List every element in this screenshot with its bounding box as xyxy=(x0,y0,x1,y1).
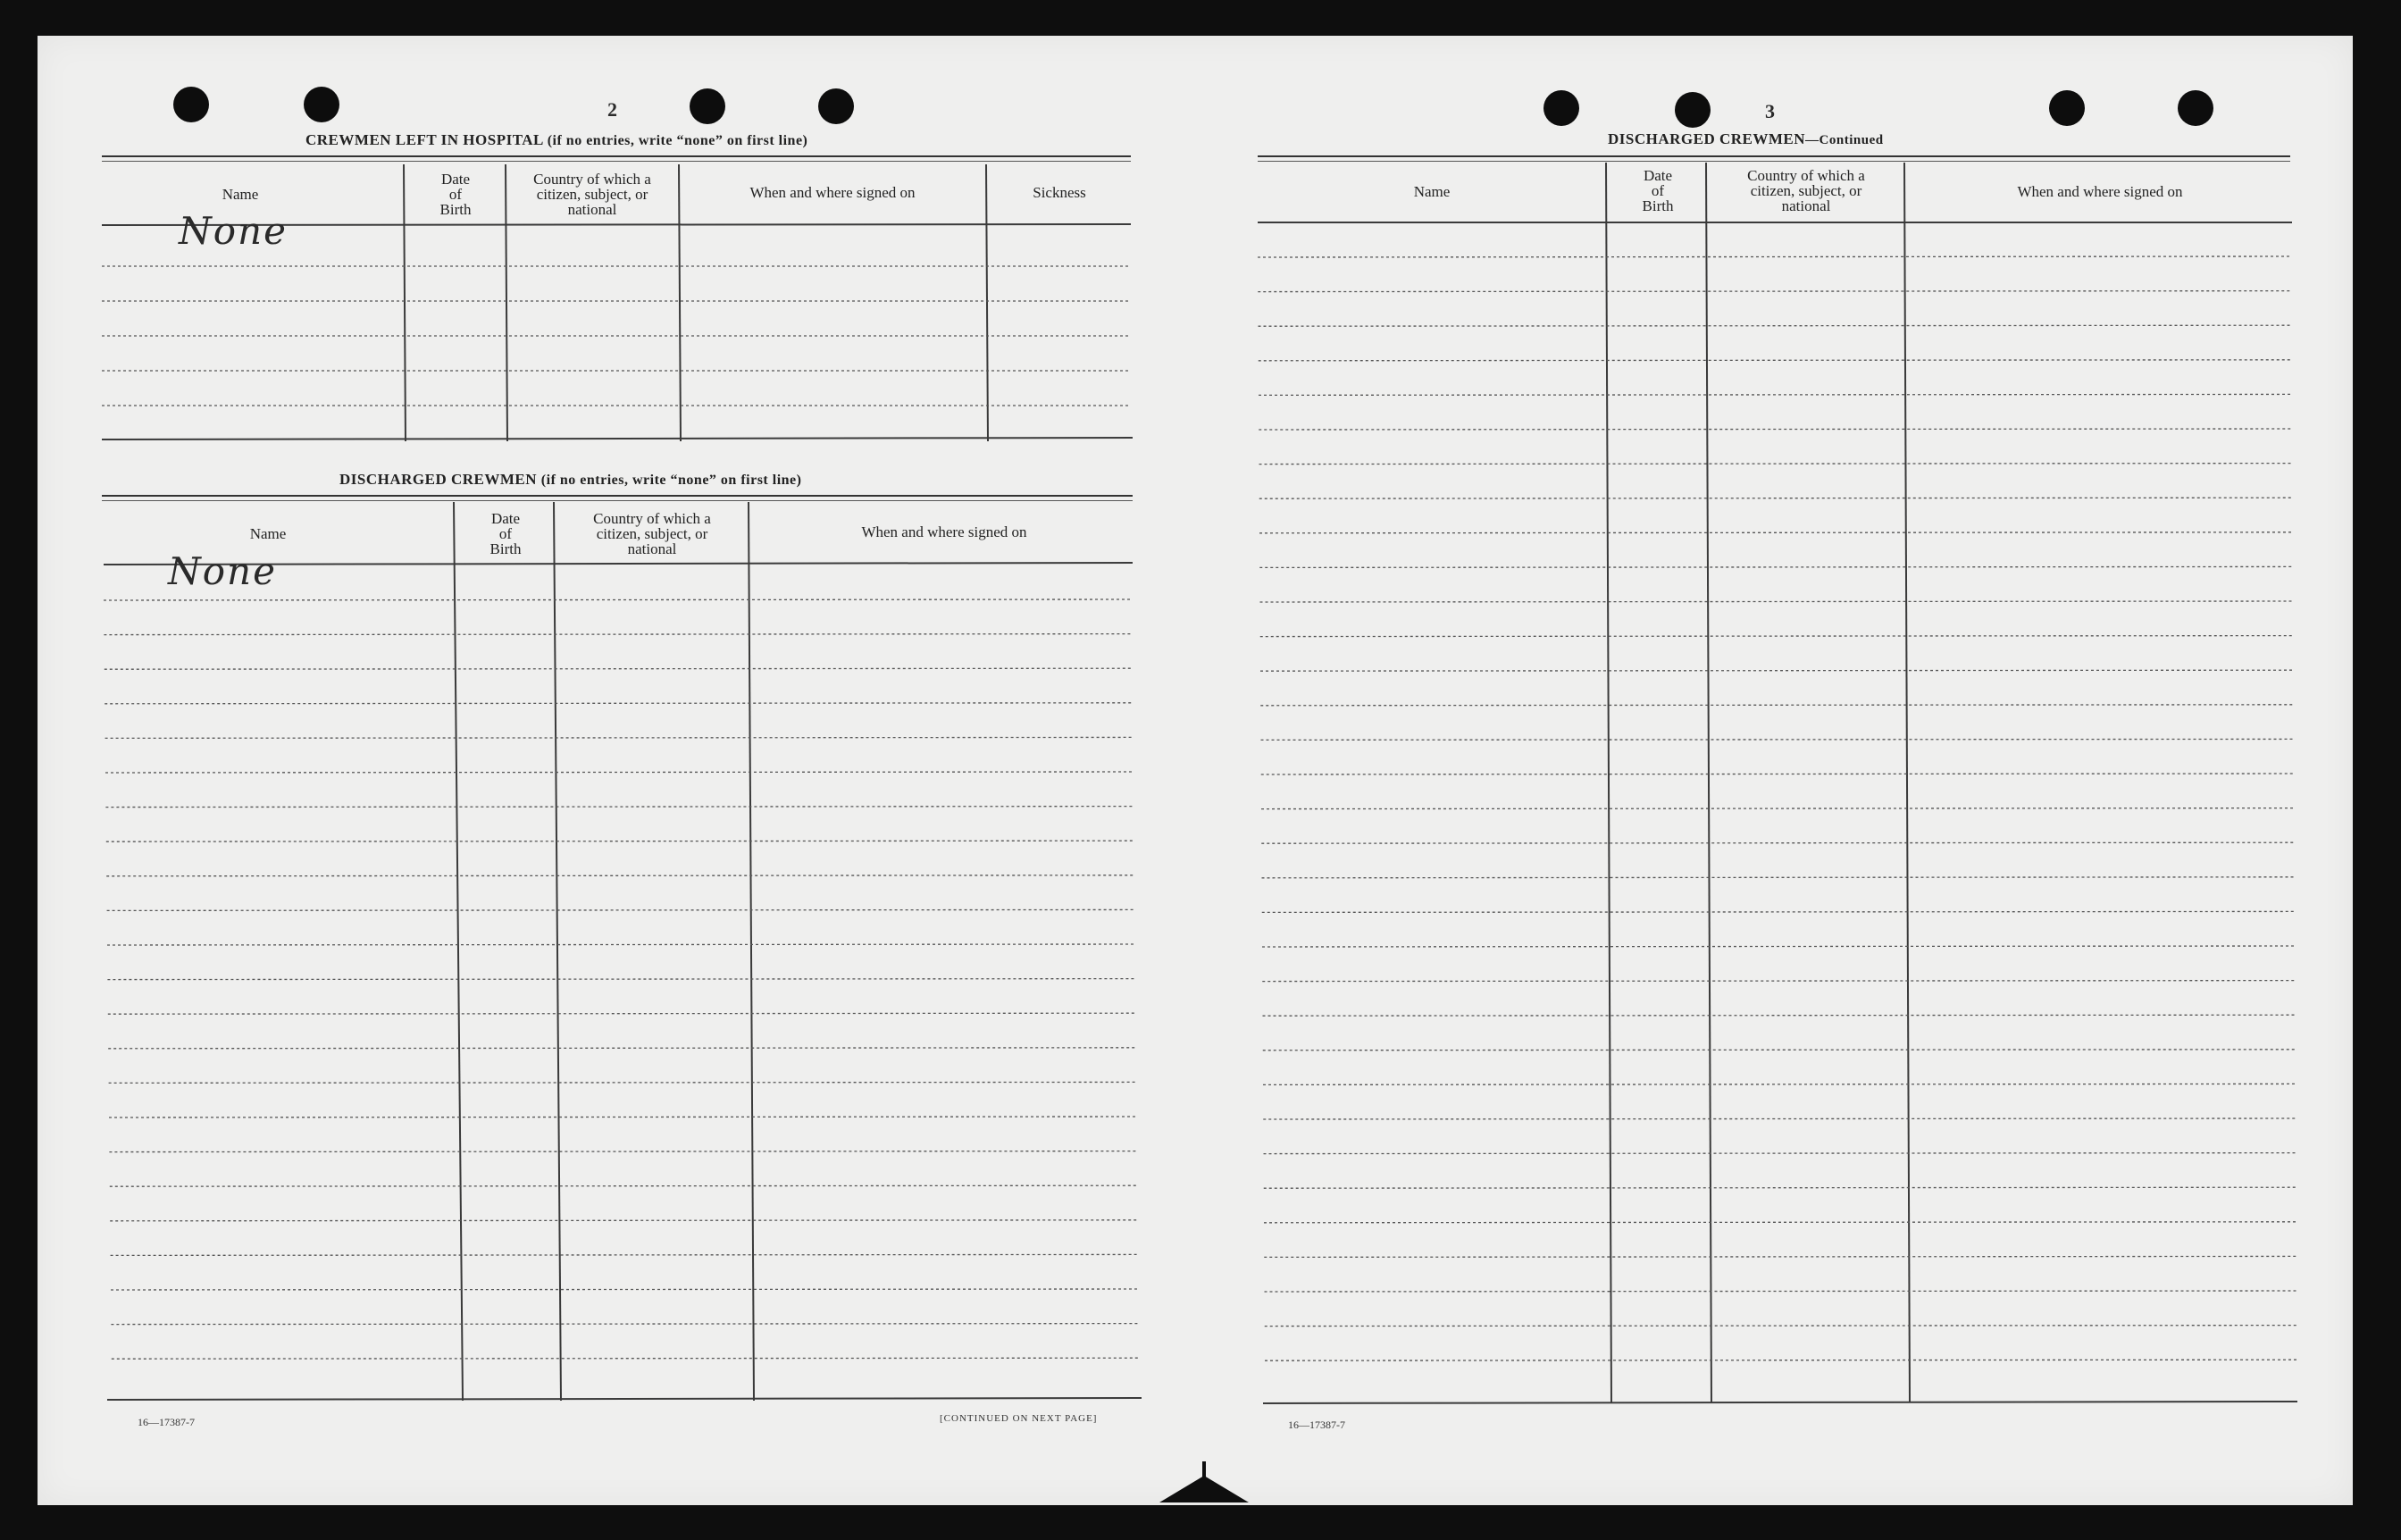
ruled-line xyxy=(1263,1118,2297,1119)
hospital-col-sickness: Sickness xyxy=(1033,184,1086,201)
page-number-left: 2 xyxy=(607,98,617,121)
hospital-col-country: Country of which a citizen, subject, or national xyxy=(533,171,651,218)
ruled-line xyxy=(1258,256,2292,257)
ruled-line xyxy=(1264,1222,2298,1223)
hospital-col-signed: When and where signed on xyxy=(749,184,916,201)
ruled-line xyxy=(1262,911,2296,912)
right-col-name: Name xyxy=(1413,183,1451,200)
hospital-col-name: Name xyxy=(222,186,259,203)
ruled-line xyxy=(1259,464,2294,465)
ruled-line xyxy=(1259,532,2294,533)
ruled-line xyxy=(1260,705,2295,706)
continued-label: —Continued xyxy=(1805,133,1884,147)
ruled-line xyxy=(1261,842,2296,843)
ruled-line xyxy=(1264,1256,2298,1257)
form-code-left: 16—17387-7 xyxy=(138,1416,195,1428)
ruled-line xyxy=(1265,1326,2299,1327)
ruled-line xyxy=(1263,1015,2297,1016)
discharged-title-text: DISCHARGED CREWMEN xyxy=(339,471,538,488)
right-col-country: Country of which a citizen, subject, or national xyxy=(1747,167,1865,214)
form-sheet xyxy=(38,36,2353,1505)
discharged-col-dob: Date of Birth xyxy=(489,510,522,557)
discharged-instruction: (if no entries, write “none” on first line) xyxy=(540,473,802,488)
hospital-col-dob: Date of Birth xyxy=(439,171,472,218)
ruled-line xyxy=(1260,601,2295,602)
discharged-entry-none: None xyxy=(168,549,277,593)
ruled-line xyxy=(1261,739,2296,740)
ruled-line xyxy=(1260,636,2295,637)
hospital-entry-none: None xyxy=(179,209,288,253)
ruled-line xyxy=(1260,670,2295,671)
discharged-continued-title-text: DISCHARGED CREWMEN xyxy=(1608,130,1806,147)
ruled-line xyxy=(1261,808,2296,809)
continued-note: [CONTINUED ON NEXT PAGE] xyxy=(940,1413,1098,1424)
discharged-col-signed: When and where signed on xyxy=(861,523,1027,540)
form-code-right: 16—17387-7 xyxy=(1288,1419,1345,1431)
binding-notch xyxy=(1159,1476,1249,1502)
ruled-line xyxy=(1259,429,2293,430)
ruled-line xyxy=(1262,981,2296,982)
ruled-line xyxy=(1264,1187,2298,1188)
ruled-line xyxy=(1259,325,2293,326)
hospital-title-text: CREWMEN LEFT IN HOSPITAL xyxy=(305,131,543,148)
discharged-col-country: Country of which a citizen, subject, or national xyxy=(593,510,711,557)
ruled-line xyxy=(1259,394,2293,395)
ruled-line xyxy=(1259,360,2293,361)
right-col-signed: When and where signed on xyxy=(2017,183,2183,200)
ruled-line xyxy=(1265,1291,2299,1292)
ruled-line xyxy=(1262,946,2296,947)
ruled-line xyxy=(1258,291,2292,292)
right-table-grid xyxy=(38,36,2353,1483)
page-number-right: 3 xyxy=(1765,100,1775,122)
discharged-col-name: Name xyxy=(249,525,287,542)
ruled-line xyxy=(1264,1153,2298,1154)
right-col-dob: Date of Birth xyxy=(1642,167,1674,214)
ruled-line xyxy=(1259,566,2294,567)
hospital-instruction: (if no entries, write “none” on first line) xyxy=(547,133,808,148)
ruled-line xyxy=(1262,877,2296,878)
